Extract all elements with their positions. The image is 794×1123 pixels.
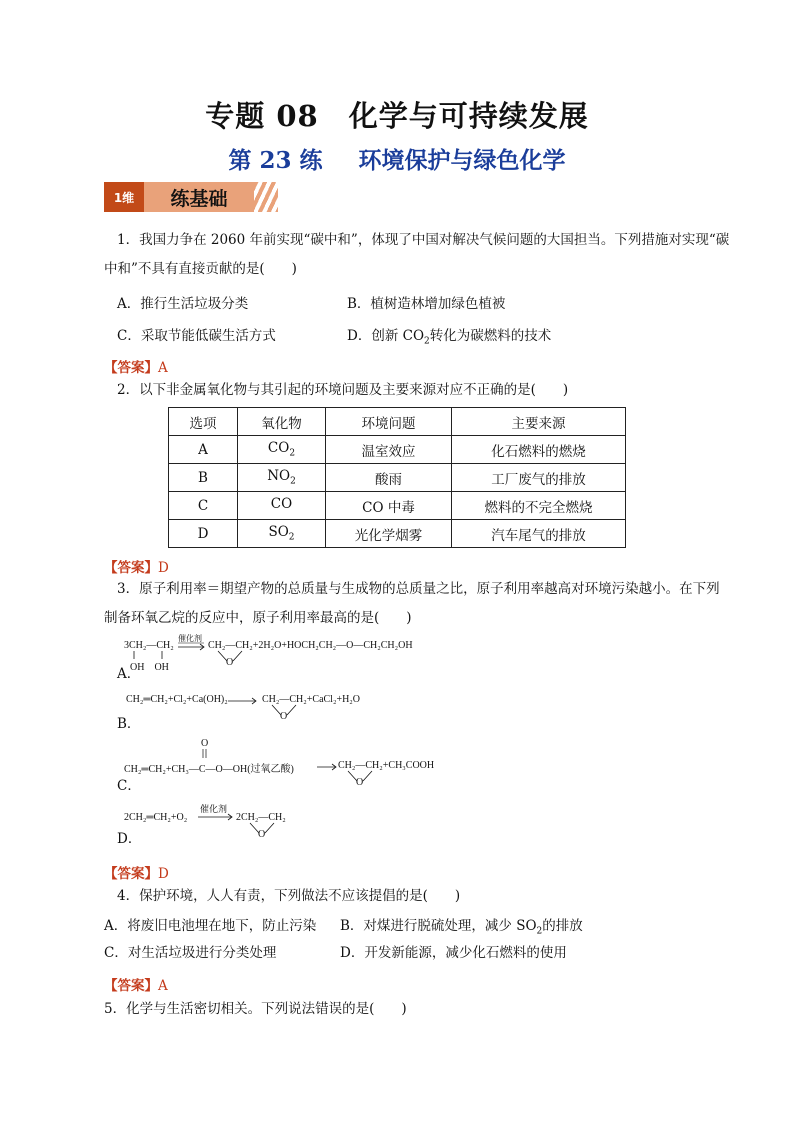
- table-cell: $SO_2$: [238, 520, 326, 548]
- q1-stem-line2: 中和”不具有直接贡献的是( ): [104, 261, 297, 277]
- table-row: [169, 492, 626, 520]
- q3-option-d-label: D．: [117, 831, 142, 847]
- table-row: [169, 436, 626, 464]
- q5-stem: 5．化学与生活密切相关。下列说法错误的是( ): [104, 1001, 407, 1017]
- q3-d-reactants: 2CH₂═CH₂+O₂: [124, 812, 188, 823]
- table-cell: $NO_2$: [238, 464, 326, 492]
- q1-option-a: A．推行生活垃圾分类: [117, 296, 249, 312]
- table-row: [169, 464, 626, 492]
- q3-c-products: CH₂—CH₂+CH₃COOH: [338, 760, 435, 771]
- ring-oxygen: O: [280, 711, 288, 722]
- q3-stem-line2: 制备环氧乙烷的反应中，原子利用率最高的是( ): [104, 610, 412, 626]
- table-cell: 光化学烟雾: [326, 520, 452, 548]
- q3-c-reactants: CH₂═CH₂+CH₃—C—O—OH(过氧乙酸): [124, 764, 294, 775]
- q3-stem-line1: 3．原子利用率＝期望产物的总质量与生成物的总质量之比，原子利用率越高对环境污染越小。在下列: [117, 581, 720, 597]
- q1-answer: 【答案】A: [104, 360, 168, 376]
- table-cell: 温室效应: [326, 436, 452, 464]
- q3-option-b-label: B．: [117, 716, 141, 732]
- table-cell: $CO_2$: [238, 436, 326, 464]
- table-cell: 工厂废气的排放: [452, 464, 626, 492]
- q1-option-d: D．创新 $CO_2$转化为碳燃料的技术: [347, 328, 552, 347]
- q3-c-carbonyl-o: O: [201, 738, 209, 749]
- table-cell: 燃料的不完全燃烧: [452, 492, 626, 520]
- q4-option-d: D．开发新能源，减少化石燃料的使用: [340, 945, 567, 961]
- q1-option-c: C．采取节能低碳生活方式: [117, 328, 276, 344]
- subtitle-topic: 环境保护与绿色化学: [358, 147, 566, 174]
- q4-option-a: A．将废旧电池埋在地下，防止污染: [104, 918, 317, 934]
- table-cell: 汽车尾气的排放: [452, 520, 626, 548]
- epoxide-ring: [344, 770, 384, 788]
- q3-b-products: CH₂—CH₂+CaCl₂+H₂O: [262, 694, 361, 705]
- q3-option-c-label: C．: [117, 778, 141, 794]
- table-header: 选项: [169, 408, 238, 436]
- table-header: 主要来源: [452, 408, 626, 436]
- table-header-row: [169, 408, 626, 436]
- q3-answer: 【答案】D: [104, 866, 169, 882]
- q3-option-a-label: A．: [117, 666, 141, 682]
- q2-table: [168, 407, 626, 548]
- q2-answer: 【答案】D: [104, 560, 169, 576]
- table-cell: B: [169, 464, 238, 492]
- q4-stem: 4．保护环境，人人有责，下列做法不应该提倡的是( ): [117, 888, 461, 904]
- table-header: 环境问题: [326, 408, 452, 436]
- q3-a-reactant: 3CH₂—CH₂: [124, 640, 174, 651]
- q3-b-reactants: CH₂═CH₂+Cl₂+Ca(OH)₂: [126, 694, 228, 705]
- ring-oxygen: O: [356, 777, 364, 788]
- q4-answer: 【答案】A: [104, 978, 168, 994]
- banner-stripes: [254, 182, 278, 212]
- page-subtitle: [0, 142, 794, 175]
- table-cell: 化石燃料的燃烧: [452, 436, 626, 464]
- reaction-arrow-icon: [316, 761, 340, 773]
- banner-tag: 1维: [104, 182, 144, 212]
- epoxide-ring: [268, 704, 308, 722]
- q3-d-products: 2CH₂—CH₂: [236, 812, 286, 823]
- table-cell: CO: [238, 492, 326, 520]
- table-cell: D: [169, 520, 238, 548]
- table-row: [169, 520, 626, 548]
- banner-label: 练基础: [144, 182, 254, 212]
- q1-stem-line1: 1．我国力争在 2060 年前实现“碳中和”，体现了中国对解决气候问题的大国担当。下列措施对实现“碳: [117, 232, 730, 248]
- page-title: 专题 08 化学与可持续发展: [205, 99, 589, 133]
- table-cell: CO 中毒: [326, 492, 452, 520]
- double-bond-icon: [200, 748, 210, 760]
- ring-oxygen: O: [226, 657, 234, 668]
- q3-d-catalyst: 催化剂: [200, 804, 228, 814]
- section-banner: [104, 180, 274, 214]
- q3-a-products: CH₂—CH₂+2H₂O+HOCH₂CH₂—O—CH₂CH₂OH: [208, 640, 413, 651]
- epoxide-ring: [246, 822, 286, 840]
- table-cell: A: [169, 436, 238, 464]
- subtitle-number: 第 23 练: [228, 147, 323, 174]
- q4-option-c: C．对生活垃圾进行分类处理: [104, 945, 277, 961]
- reaction-arrow-icon: [196, 812, 236, 824]
- epoxide-ring: [214, 650, 254, 668]
- q3-a-oh-groups: OH OH: [130, 662, 169, 673]
- table-cell: 酸雨: [326, 464, 452, 492]
- reaction-arrow-icon: [226, 695, 262, 707]
- q4-option-b: B．对煤进行脱硫处理，减少 $SO_2$的排放: [340, 918, 583, 937]
- q2-stem: 2．以下非金属氧化物与其引起的环境问题及主要来源对应不正确的是( ): [117, 382, 569, 398]
- ring-oxygen: O: [258, 829, 266, 840]
- q3-a-catalyst: 催化剂: [178, 634, 202, 643]
- table-cell: C: [169, 492, 238, 520]
- q1-option-b: B．植树造林增加绿色植被: [347, 296, 506, 312]
- table-header: 氧化物: [238, 408, 326, 436]
